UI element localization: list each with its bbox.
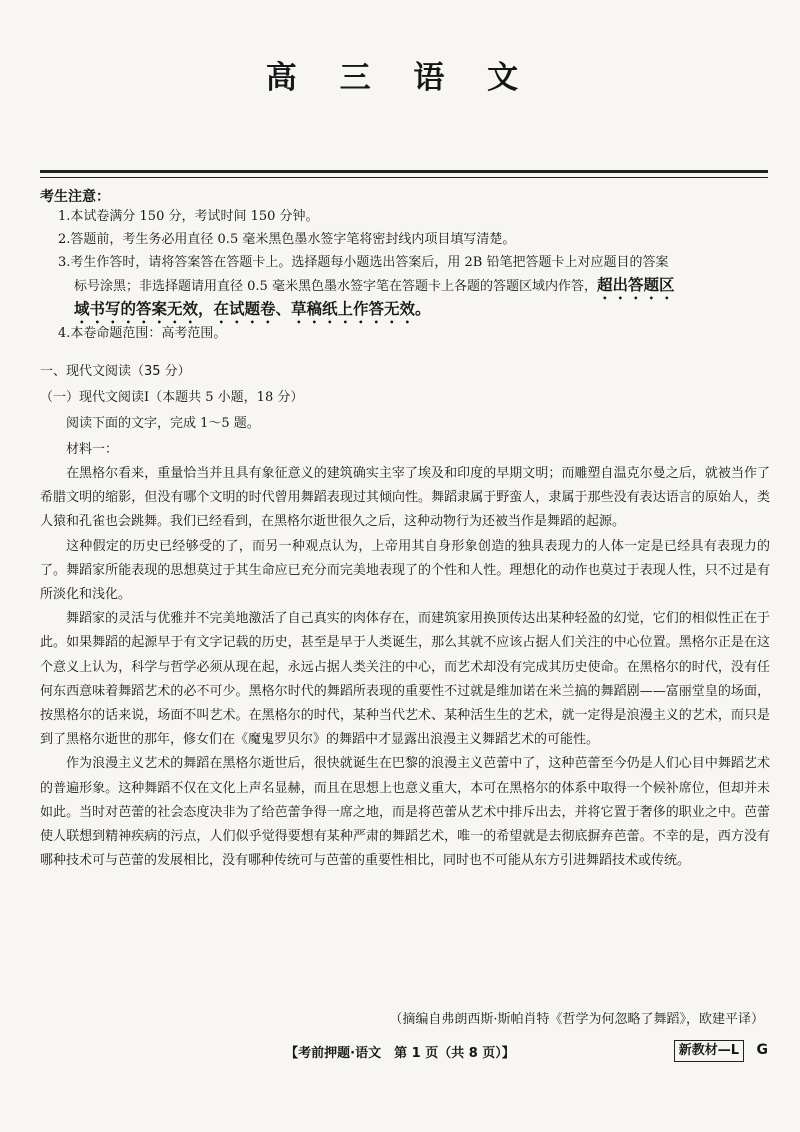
article-source: （摘编自弗朗西斯·斯帕肖特《哲学为何忽略了舞蹈》，欧建平译） [389,1012,764,1027]
article-paragraph-1: 在黑格尔看来，重量恰当并且具有象征意义的建筑确实主宰了埃及和印度的早期文明；而雕塑自温克尔曼之后，就被当作了希腊文明的缩影，但没有哪个文明的时代曾用舞蹈表现过其倾向性。舞蹈隶属于野蛮人，隶属于那些没有表达语言的原始人，类人猿和孔雀也会跳舞。我们已经看到，在黑格尔逝世很久之后，这种动物行为还被当作是舞蹈的起源。 [40,466,770,530]
notice-item-1: 1.本试卷满分 150 分，考试时间 150 分钟。 [58,209,319,224]
notice-item-4: 4.本卷命题范围：高考范围。 [58,326,227,341]
article-paragraph-2: 这种假定的历史已经够受的了，而另一种观点认为，上帝用其自身形象创造的独具表现力的人体一定是已经具有表现力的了。舞蹈家所能表现的思想莫过于其生命应已充分而完美地表现了的个性和人性。理想化的动作也莫过于表现人性，只不过是有所淡化和浅化。 [40,538,770,603]
edition-badge-suffix: G [756,1042,768,1058]
notice-item-3-text: 标号涂黑；非选择题请用直径 0.5 毫米黑色墨水签字笔在答题卡上各题的答题区域内作答， [74,279,597,294]
notice-item-2: 2.答题前，考生务必用直径 0.5 毫米黑色墨水签字笔将密封线内项目填写清楚。 [58,232,516,247]
article-paragraph-3: 舞蹈家的灵活与优雅并不完美地激活了自己真实的肉体存在，而建筑家用换顶传达出某种轻盈的幻觉，它们的相似性正在于此。如果舞蹈的起源早于有文字记载的历史，甚至是早于人类诞生，那么其就不应该占据人们关注的中心位置。黑格尔正是在这个意义上认为，科学与哲学必须从现在起，永远占据人类关注的中心，而艺术却没有完成其历史使命。在黑格尔的时代，没有任何东西意味着舞蹈艺术的必不可少。黑格尔时代的舞蹈所表现的重要性不过就是维加诺在米兰搞的舞蹈剧——富丽堂皇的场面，按黑格尔的话来说，场面不叫艺术。在黑格尔的时代，某种当代艺术、某种活生生的艺术，就一定得是浪漫主义的艺术，而只是到了黑格尔逝世的那年，修女们在《魔鬼罗贝尔》的舞蹈中才显露出浪漫主义舞蹈艺术的可能性。 [40,611,770,748]
notice-item-3-warning-start: 超出答题区 [596,276,675,294]
notice-item-3-line-1: 3.考生作答时，请将答案答在答题卡上。选择题每小题选出答案后，用 2B 铅笔把答题卡上对应题目的答案 [58,255,669,270]
section-subheading: （一）现代文阅读Ⅰ（本题共 5 小题，18 分） [40,390,304,405]
notice-heading: 考生注意： [40,189,110,205]
page-title: 高 三 语 文 [265,60,535,96]
header-rule-thin [40,177,768,178]
header-rule-thick [40,170,768,173]
article-body [40,462,770,873]
article-paragraph-4: 作为浪漫主义艺术的舞蹈在黑格尔逝世后，很快就诞生在巴黎的浪漫主义芭蕾中了，这种芭蕾至今仍是人们心目中舞蹈艺术的普遍形象。这种舞蹈不仅在文化上声名显赫，而且在思想上也意义重大，本可在黑格尔的体系中取得一个候补席位，但却并未如此。当时对芭蕾的社会态度决非为了给芭蕾争得一席之地，而是将芭蕾从艺术中排斥出去，并将它置于奢侈的职业之中。芭蕾使人联想到精神疾病的污点，人们似乎觉得要想有某种严肃的舞蹈艺术，唯一的希望就是去彻底摒弃芭蕾。不幸的是，西方没有哪种技术可与芭蕾的发展相比，没有哪种传统可与芭蕾的重要性相比，同时也不可能从东方引进舞蹈技术或传统。 [40,756,770,869]
edition-badge: 新教材—L [674,1040,744,1062]
material-label: 材料一： [66,442,119,457]
notice-item-3-warning-end: 域书写的答案无效，在试题卷、草稿纸上作答无效。 [74,300,431,318]
page-footer: 【考前押题·语文 第 1 页（共 8 页）】 [285,1046,515,1061]
section-heading: 一、现代文阅读（35 分） [40,364,191,379]
reading-instruction: 阅读下面的文字，完成 1～5 题。 [66,416,260,431]
